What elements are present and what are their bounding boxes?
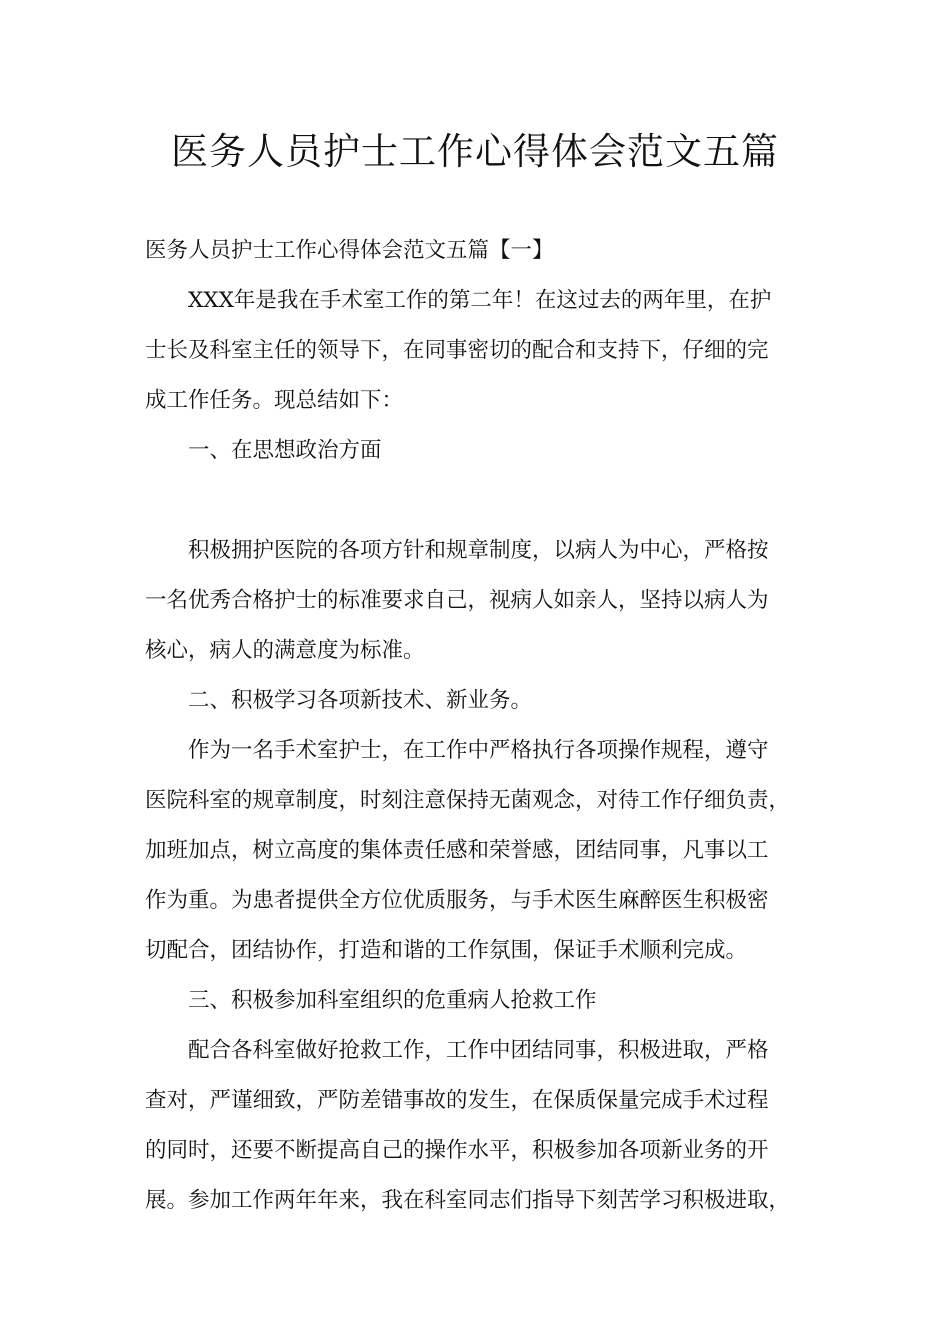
subsection-heading: 三、积极参加科室组织的危重病人抢救工作 bbox=[188, 988, 597, 1013]
paragraph-line: 展。参加工作两年年来，我在科室同志们指导下刻苦学习积极进取， bbox=[145, 1188, 791, 1213]
paragraph-line: 一名优秀合格护士的标准要求自己，视病人如亲人，坚持以病人为 bbox=[145, 588, 769, 613]
paragraph-line: 作为一名手术室护士，在工作中严格执行各项操作规程，遵守 bbox=[188, 738, 769, 763]
document-title: 医务人员护士工作心得体会范文五篇 bbox=[171, 130, 779, 173]
paragraph-line: 医院科室的规章制度，时刻注意保持无菌观念，对待工作仔细负责， bbox=[145, 788, 791, 813]
paragraph-line: 加班加点，树立高度的集体责任感和荣誉感，团结同事，凡事以工 bbox=[145, 838, 769, 863]
paragraph-line: 切配合，团结协作，打造和谐的工作氛围，保证手术顺利完成。 bbox=[145, 938, 748, 963]
paragraph-line: 的同时，还要不断提高自己的操作水平，积极参加各项新业务的开 bbox=[145, 1138, 769, 1163]
paragraph-line: 成工作任务。现总结如下： bbox=[145, 388, 404, 413]
paragraph-line: 积极拥护医院的各项方针和规章制度，以病人为中心，严格按 bbox=[188, 538, 769, 563]
paragraph-line: XXX年是我在手术室工作的第二年！在这过去的两年里，在护 bbox=[188, 288, 772, 313]
paragraph-line: 核心，病人的满意度为标准。 bbox=[145, 638, 425, 663]
subsection-heading: 二、积极学习各项新技术、新业务。 bbox=[188, 688, 533, 713]
section-heading: 医务人员护士工作心得体会范文五篇【一】 bbox=[145, 238, 554, 263]
subsection-heading: 一、在思想政治方面 bbox=[188, 438, 382, 463]
paragraph-line: 作为重。为患者提供全方位优质服务，与手术医生麻醉医生积极密 bbox=[145, 888, 769, 913]
paragraph-line: 配合各科室做好抢救工作，工作中团结同事，积极进取，严格 bbox=[188, 1038, 769, 1063]
paragraph-line: 查对，严谨细致，严防差错事故的发生，在保质保量完成手术过程 bbox=[145, 1088, 769, 1113]
paragraph-line: 士长及科室主任的领导下，在同事密切的配合和支持下，仔细的完 bbox=[145, 338, 769, 363]
